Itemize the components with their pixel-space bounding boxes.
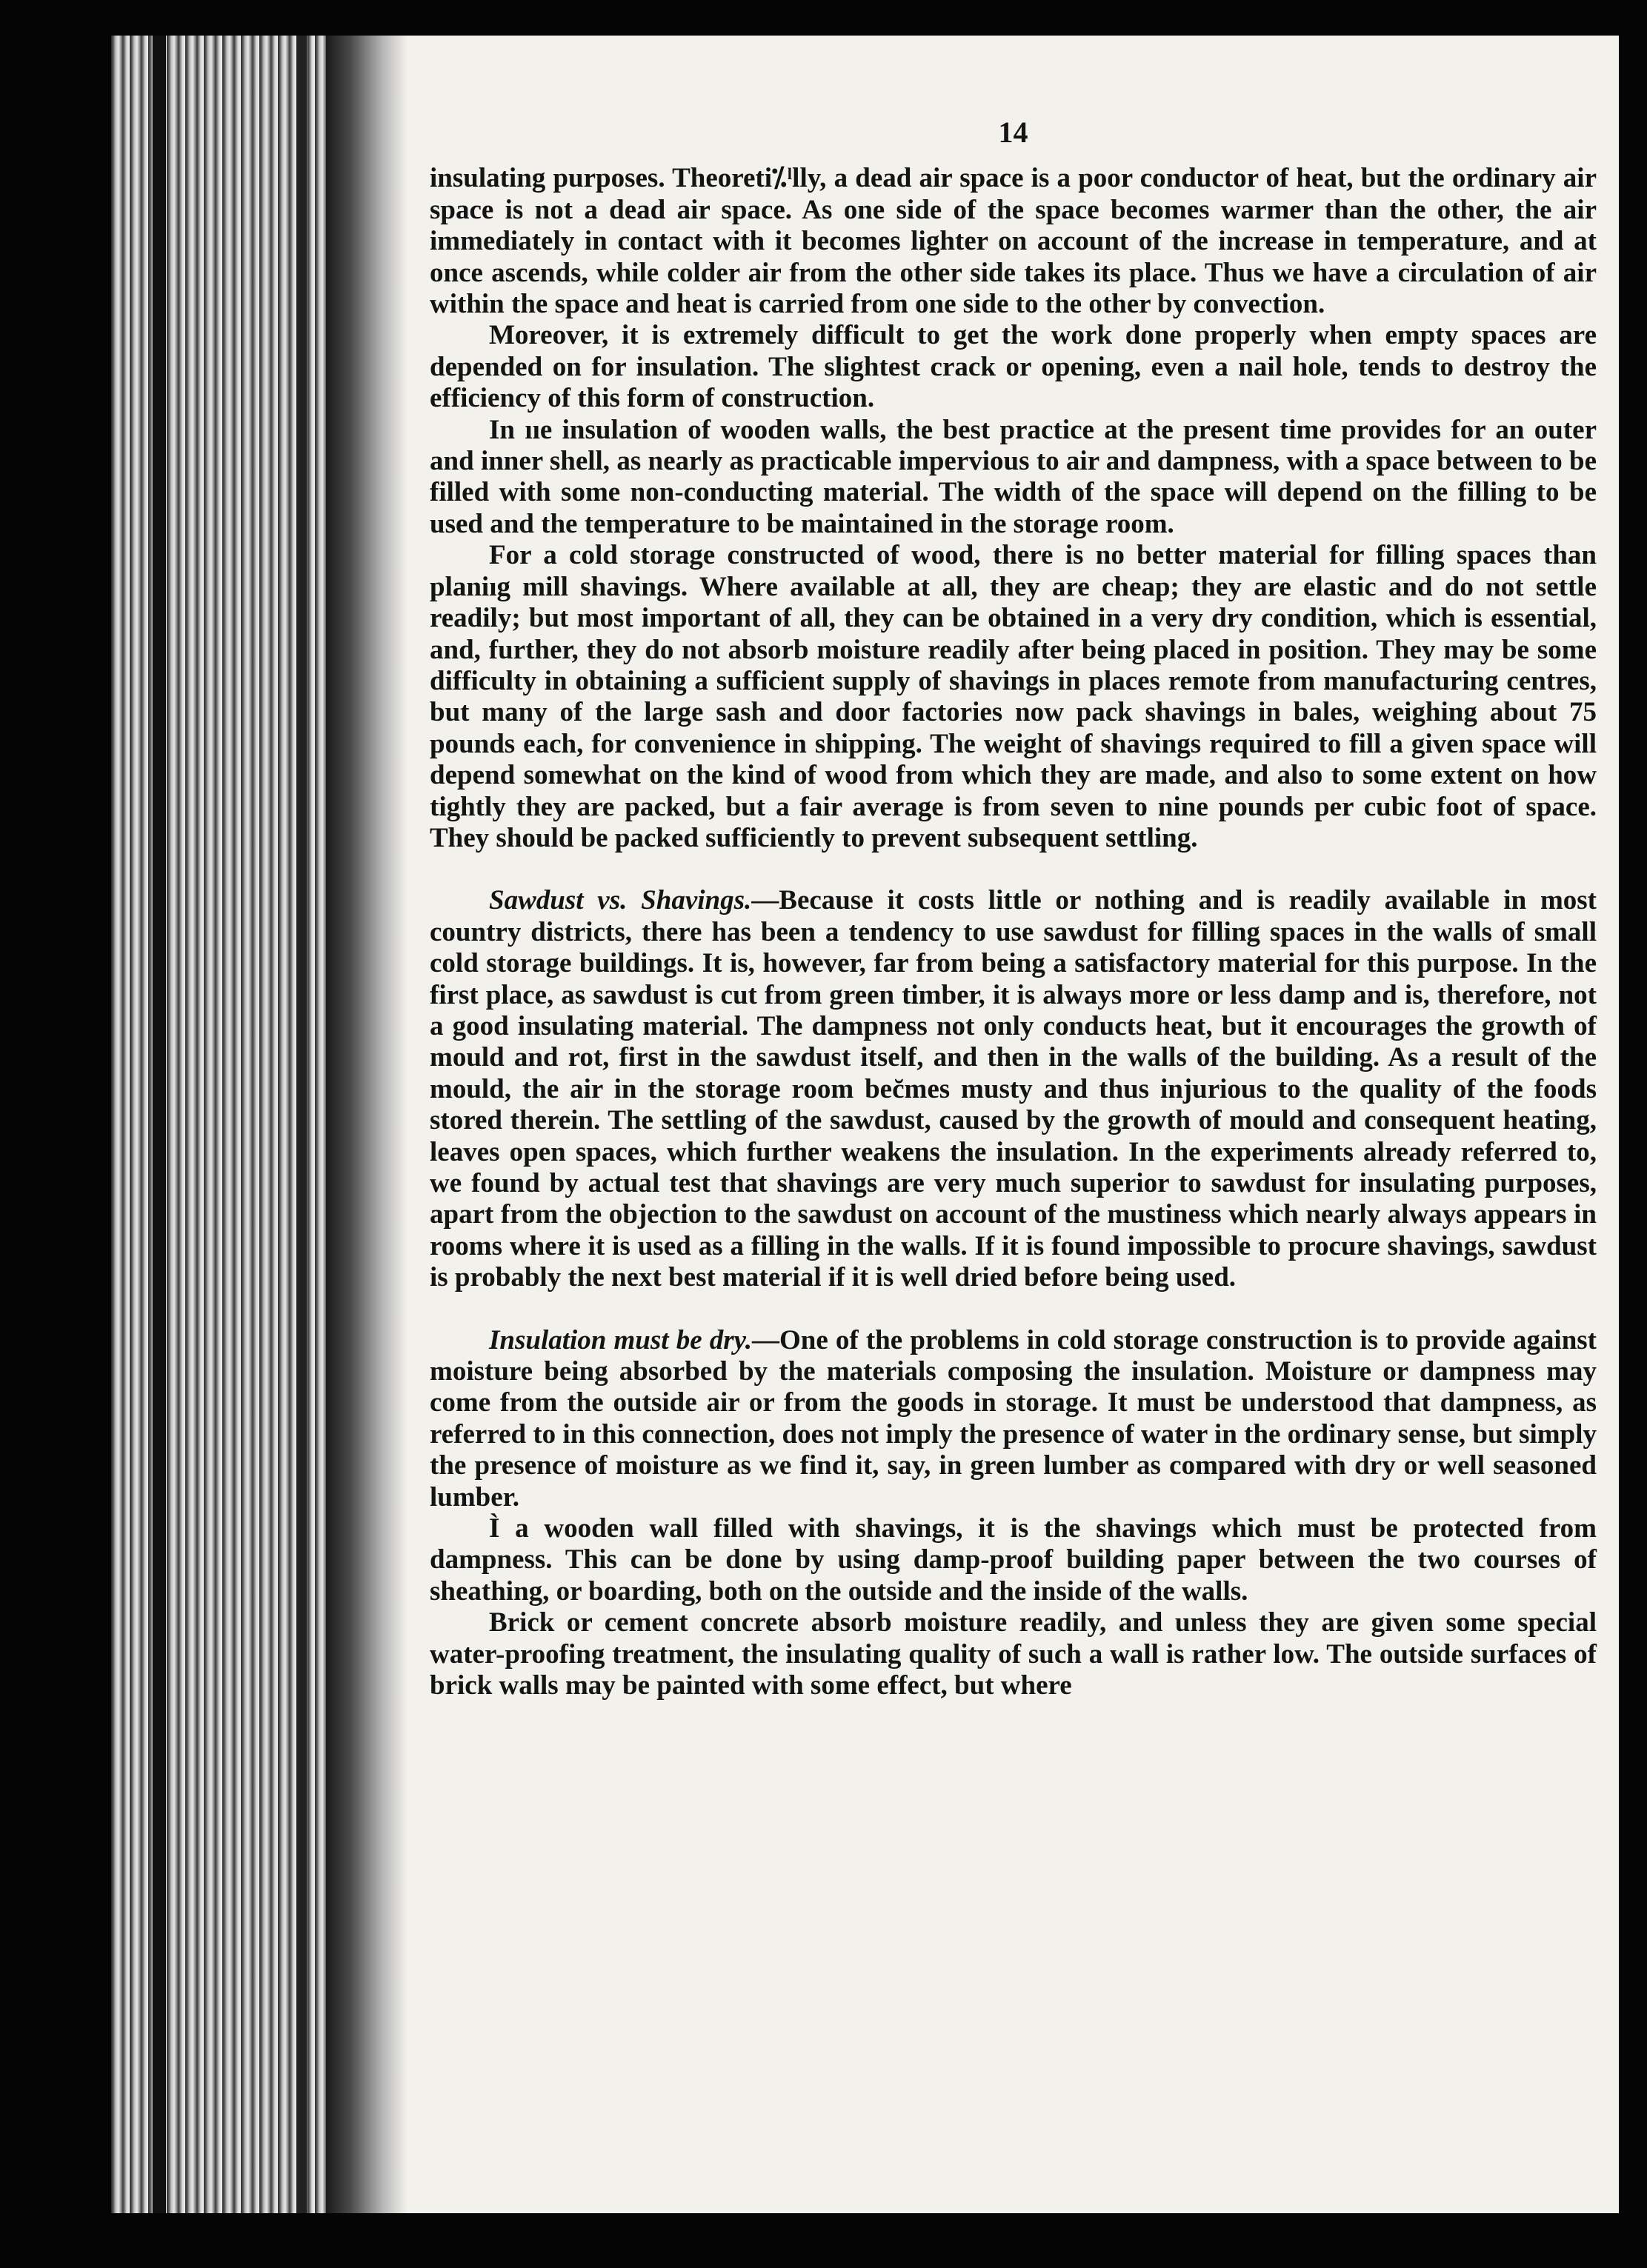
section-title-insulation-dry: Insulation must be dry. — [489, 1324, 752, 1355]
page-stack-edge — [111, 36, 407, 2213]
section-title-sawdust: Sawdust vs. Shavings. — [489, 885, 752, 916]
paragraph-brick-concrete: Brick or cement concrete absorb moisture readily, and unless they are given some special water-proofing treatment, the insulating quality of such a wall is rather low. The outside surfaces of brick walls may be painted with some effect, but where — [430, 1607, 1597, 1701]
section-body-insulation-dry: —One of the problems in cold storage construction is to provide against moisture being absorbed by the materials composing the insulation. Moisture or dampness may come from the outside air or from the goods in storage. It must be understood that dampness, as referred to in this connection, does not imply the presence of water in the ordinary sense, but simply the presence of moisture as we find it, say, in green lumber as compared with dry or well seasoned lumber. — [430, 1324, 1597, 1512]
paragraph-2: Moreover, it is extremely difficult to get the work done properly when empty spaces are depended on for insulation. The slightest crack or opening, even a nail hole, tends to destroy the efficiency of this form of construction. — [430, 320, 1597, 414]
section-sawdust — [430, 885, 1597, 1293]
book-page — [111, 36, 1619, 2213]
edge-shadow-band — [153, 36, 166, 2213]
paragraph-3: In ııe insulation of wooden walls, the best practice at the present time provides for an outer and inner shell, as nearly as practicable impervious to air and dampness, with a space between to be filled with some non-conducting material. The width of the space will depend on the filling to be used and the temperature to be maintained in the storage room. — [430, 414, 1597, 539]
paragraph-1: insulating purposes. Theoreti⁒ˡlly, a dead air space is a poor conductor of heat, but the ordinary air space is not a dead air space. As one side of the space becomes warmer than the other, the air immediately in contact with it becomes lighter on account of the increase in temperature, and at once ascends, while colder air from the other side takes its place. Thus we have a circulation of air within the space and heat is carried from one side to the other by convection. — [430, 163, 1597, 320]
paragraph-wooden-wall: Ì a wooden wall filled with shavings, it is the shavings which must be protected from dampness. This can be done by using damp-proof building paper between the two courses of sheathing, or boarding, both on the outside and the inside of the walls. — [430, 1513, 1597, 1607]
section-body-sawdust: —Because it costs little or nothing and is readily available in most country districts, there has been a tendency to use sawdust for filling spaces in the walls of small cold storage buildings. It is, however, far from being a satisfactory material for this purpose. In the first place, as sawdust is cut from green timber, it is always more or less damp and is, therefore, not a good insulating material. The dampness not only conducts heat, but it encourages the growth of mould and rot, first in the sawdust itself, and then in the walls of the building. As a result of the mould, the air in the storage room bec̆mes musty and thus injurious to the quality of the foods stored therein. The settling of the sawdust, caused by the growth of mould and consequent heating, leaves open spaces, which further weakens the insulation. In the experiments already referred to, we found by actual test that shavings are very much superior to sawdust for insulating purposes, apart from the objection to the sawdust on account of the mustiness which nearly always appears in rooms where it is used as a filling in the walls. If it is found impossible to procure shavings, sawdust is probably the next best material if it is well dried before being used. — [430, 885, 1597, 1293]
paragraph-4: For a cold storage constructed of wood, there is no better material for filling spaces than planiıg mill shavings. Where available at all, they are cheap; they are elastic and do not settle readily; but most important of all, they can be obtained in a very dry condition, which is essential, and, further, they do not absorb moisture readily after being placed in position. They may be some difficulty in obtaining a sufficient supply of shavings in places remote from manufacturing centres, but many of the large sash and door factories now pack shavings in bales, weighing about 75 pounds each, for convenience in shipping. The weight of shavings required to fill a given space will depend somewhat on the kind of wood from which they are made, and also to some extent on how tightly they are packed, but a fair average is from seven to nine pounds per cubic foot of space. They should be packed sufficiently to prevent subsequent settling. — [430, 540, 1597, 853]
edge-shadow-band-inner — [296, 36, 307, 2213]
section-insulation-dry — [430, 1325, 1597, 1513]
page-text — [430, 117, 1597, 1702]
page-number: 14 — [998, 116, 1028, 149]
